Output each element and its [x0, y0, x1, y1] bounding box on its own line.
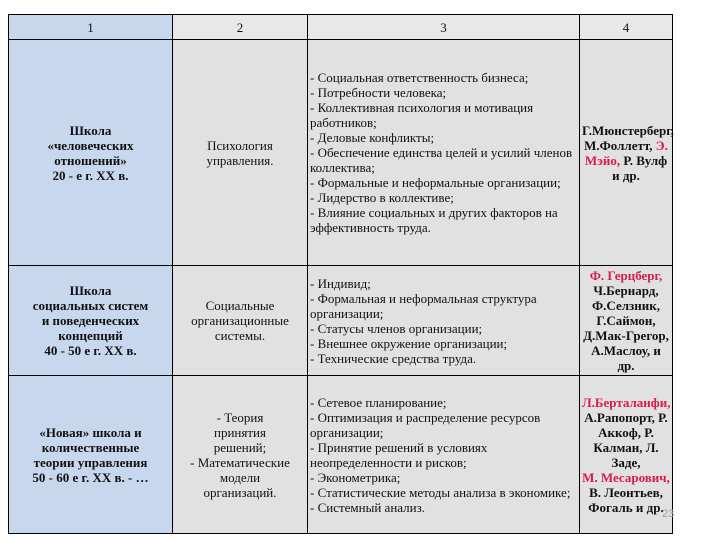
content-item: - Принятие решений в условиях неопределенности и рисков;	[310, 439, 488, 470]
author-line: А.Маслоу, и др.	[591, 343, 661, 373]
school-name-line: отношений»	[54, 152, 127, 168]
author-line: Д.Мак-Грегор,	[583, 328, 669, 343]
table-row	[9, 40, 673, 266]
concept-line: принятия	[214, 424, 266, 440]
content-item: - Оптимизация и распределение ресурсов организации;	[310, 409, 541, 440]
school-name-cell	[9, 40, 173, 266]
header-col-1: 1	[9, 15, 173, 40]
content-item: - Эконометрика;	[310, 469, 401, 485]
highlighted-author: Л.Берталанфи,	[582, 394, 671, 410]
concept-cell	[173, 376, 308, 534]
author-line: Аккоф, Р.	[598, 424, 654, 440]
school-period: 20 - е г. ХХ в.	[52, 167, 129, 183]
content-item: - Формальные и неформальные организации;	[310, 175, 561, 190]
school-name-line: Школа	[69, 122, 112, 138]
concept-line: Социальные	[205, 298, 275, 313]
concept-line: Психология	[207, 137, 273, 153]
schools-table	[8, 14, 673, 534]
table-row	[9, 376, 673, 534]
concept-line: организационные	[191, 313, 289, 328]
school-name-line: «Новая» школа и	[39, 424, 142, 440]
content-item: - Формальная и неформальная структура организации;	[310, 290, 537, 321]
header-row	[9, 15, 673, 40]
content-item: - Сетевое планирование;	[310, 394, 447, 410]
concept-line: модели	[219, 469, 261, 485]
content-item: - Статусы членов организации;	[310, 320, 483, 336]
content-item: - Технические средства труда.	[310, 350, 477, 366]
author-line: Ч.Бернард,	[593, 283, 659, 298]
authors-cell	[580, 376, 673, 534]
content-item: - Индивид;	[310, 275, 371, 291]
content-item: - Лидерство в коллективе;	[310, 190, 454, 205]
content-item: - Деловые конфликты;	[310, 130, 435, 145]
highlighted-author: М. Месарович,	[582, 469, 670, 485]
school-name-line: концепций	[58, 328, 123, 343]
concept-line: - Теория	[216, 409, 264, 425]
author-line: Г.Саймон,	[596, 313, 656, 328]
author-line: Калман, Л. Заде,	[593, 439, 659, 470]
highlighted-author: Ф. Герцберг,	[589, 268, 663, 283]
content-cell	[308, 376, 580, 534]
school-name-line: Школа	[69, 283, 112, 298]
authors-cell	[580, 266, 673, 376]
header-col-3: 3	[308, 15, 580, 40]
content-item: - Внешнее окружение организации;	[310, 335, 508, 351]
school-period: 50 - 60 е г. ХХ в. - …	[32, 469, 149, 485]
content-item: - Коллективная психология и мотивация работников;	[310, 100, 534, 130]
school-name-cell	[9, 376, 173, 534]
authors-cell	[580, 40, 673, 266]
highlighted-author: Э. Мэйо,	[584, 137, 668, 168]
school-name-line: «человеческих	[47, 137, 134, 153]
concept-line: - Математические	[190, 454, 290, 470]
content-item: - Статистические методы анализа в экономике;	[310, 484, 571, 500]
authors-text: Р. Вулф и др.	[612, 152, 668, 183]
school-period: 40 - 50 е г. ХХ в.	[44, 343, 137, 358]
authors-text: Г.Мюнстерберг, М.Фоллетт,	[582, 122, 674, 153]
author-line: Ф.Селзник,	[592, 298, 660, 313]
content-cell	[308, 40, 580, 266]
slide-page-number: 23	[662, 508, 675, 520]
content-item: - Системный анализ.	[310, 499, 425, 515]
table-row	[9, 266, 673, 376]
header-col-2: 2	[173, 15, 308, 40]
author-line: Фогаль и др.	[588, 499, 664, 515]
school-name-cell	[9, 266, 173, 376]
author-line: В. Леонтьев,	[589, 484, 663, 500]
content-item: - Обеспечение единства целей и усилий членов коллектива;	[310, 145, 573, 175]
concept-line: решений;	[213, 439, 267, 455]
concept-cell	[173, 40, 308, 266]
concept-cell	[173, 266, 308, 376]
school-name-line: теории управления	[33, 454, 148, 470]
author-line: А.Рапопорт, Р.	[584, 409, 668, 425]
school-name-line: количественные	[41, 439, 140, 455]
content-cell	[308, 266, 580, 376]
header-col-4: 4	[580, 15, 673, 40]
school-name-line: социальных систем	[32, 298, 149, 313]
content-item: - Влияние социальных и других факторов на эффективность труда.	[310, 205, 558, 235]
school-name-line: и поведенческих	[41, 313, 140, 328]
concept-line: системы.	[214, 328, 266, 343]
concept-line: управления.	[206, 152, 274, 168]
content-item: - Потребности человека;	[310, 85, 447, 100]
concept-line: организаций.	[203, 484, 277, 500]
content-item: - Социальная ответственность бизнеса;	[310, 70, 529, 85]
